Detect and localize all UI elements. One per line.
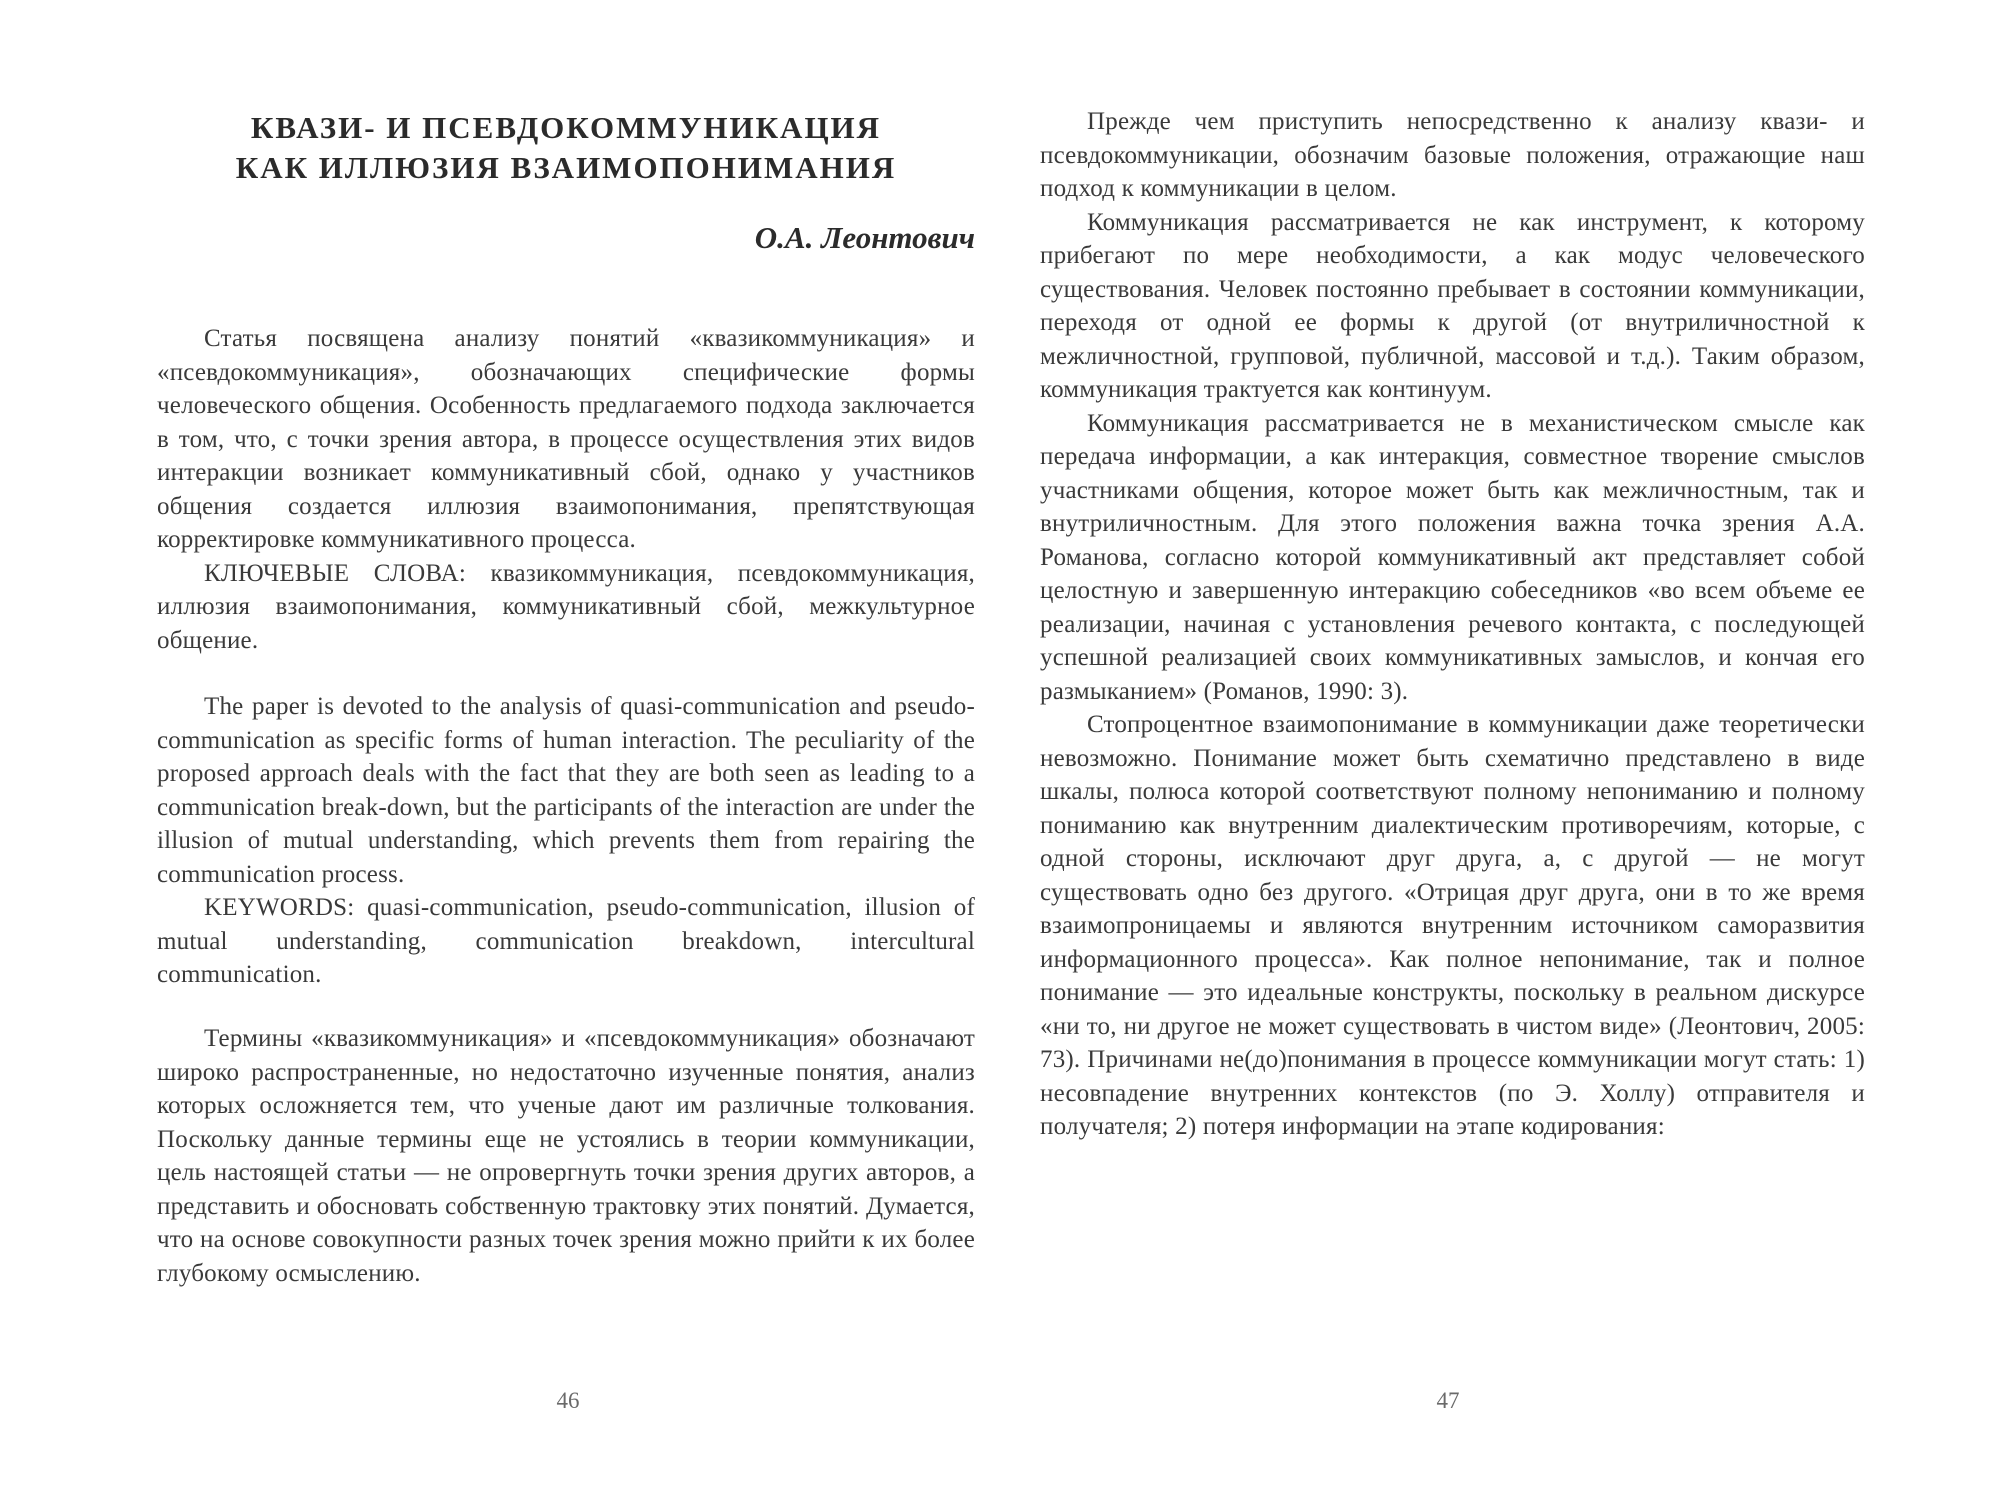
page-number-right: 47 — [1436, 1388, 1460, 1413]
keywords-ru: КЛЮЧЕВЫЕ СЛОВА: квазикоммуникация, псевдокоммуникация, иллюзия взаимопонимания, коммуникативный сбой, межкультурное общение. — [157, 559, 975, 654]
abstract-en-text: The paper is devoted to the analysis of quasi-communication and pseudo-communication as specific forms of human interaction. The peculiarity of the proposed approach deals with the fact that they are both seen as leading to a communication break-down, but the participants of the interaction are under the illusion of mutual understanding, which prevents them from repairing the communication process. — [157, 693, 975, 888]
keywords-en: KEYWORDS: quasi-communication, pseudo-communication, illusion of mutual understanding, communication breakdown, intercultural communication. — [157, 894, 975, 988]
author-name: О.А. Леонтович — [754, 220, 975, 255]
body-paragraph: Коммуникация рассматривается не как инструмент, к которому прибегают по мере необходимости, а как модус человеческого существования. Человек постоянно пребывает в состоянии коммуникации, переходя от одной ее формы к другой (от внутриличностной к межличностной, групповой, публичной, массовой и т.д.). Таким образом, коммуникация трактуется как континуум. — [1040, 208, 1865, 403]
abstract-russian — [157, 322, 975, 657]
abstract-ru-text: Статья посвящена анализу понятий «квазикоммуникация» и «псевдокоммуникация», обозначающих специфические формы человеческого общения. Особенность предлагаемого подхода заключается в том, что, с точки зрения автора, в процессе осуществления этих видов интеракции возникает коммуникативный сбой, однако у участников общения создается иллюзия взаимопонимания, препятствующая корректировке коммуникативного процесса. — [157, 325, 975, 553]
intro-paragraph: Термины «квазикоммуникация» и «псевдокоммуникация» обозначают широко распространенные, но недостаточно изученные понятия, анализ которых осложняется тем, что ученые дают им различные толкования. Поскольку данные термины еще не устоялись в теории коммуникации, цель настоящей статьи — не опровергнуть точки зрения других авторов, а представить и обосновать собственную трактовку этих понятий. Думается, что на основе совокупности разных точек зрения можно прийти к их более глубокому осмыслению. — [157, 1025, 975, 1287]
right-page — [1000, 0, 2000, 1491]
body-paragraph: Стопроцентное взаимопонимание в коммуникации даже теоретически невозможно. Понимание может быть схематично представлено в виде шкалы, полюса которой соответствуют полному непониманию и полному пониманию как внутренним диалектическим противоречиям, которые, с одной стороны, исключают друг друга, а, с другой — не могут существовать одно без другого. «Отрицая друг друга, они в то же время взаимопроницаемы и являются внутренним источником саморазвития информационного процесса». Как полное непонимание, так и полное понимание — это идеальные конструкты, поскольку в реальном дискурсе «ни то, ни другое не может существовать в чистом виде» (Леонтович, 2005: 73). Причинами не(до)понимания в процессе коммуникации могут стать: 1) несовпадение внутренних контекстов (по Э. Холлу) отправителя и получателя; 2) потеря информации на этапе кодирования: — [1040, 711, 1865, 1140]
title-line-1: КВАЗИ- И ПСЕВДОКОММУНИКАЦИЯ — [250, 110, 882, 145]
title-line-2: КАК ИЛЛЮЗИЯ ВЗАИМОПОНИМАНИЯ — [235, 150, 897, 185]
body-paragraph: Коммуникация рассматривается не в механистическом смысле как передача информации, а как интеракция, совместное творение смыслов участниками общения, которое может быть как межличностным, так и внутриличностным. Для этого положения важна точка зрения А.А. Романова, согласно которой коммуникативный акт представляет собой целостную и завершенную интеракцию собеседников «во всем объеме ее реализации, начиная с установления речевого контакта, с последующей успешной реализацией своих коммуникативных замыслов, и кончая его размыканием» (Романов, 1990: 3). — [1040, 409, 1865, 705]
body-paragraph: Прежде чем приступить непосредственно к анализу квази- и псевдокоммуникации, обозначим базовые положения, отражающие наш подход к коммуникации в целом. — [1040, 108, 1865, 202]
abstract-english — [157, 690, 975, 992]
intro-section — [157, 1022, 975, 1290]
article-title — [157, 108, 975, 188]
page-number-left: 46 — [556, 1388, 580, 1413]
right-page-body — [1040, 105, 1865, 1144]
